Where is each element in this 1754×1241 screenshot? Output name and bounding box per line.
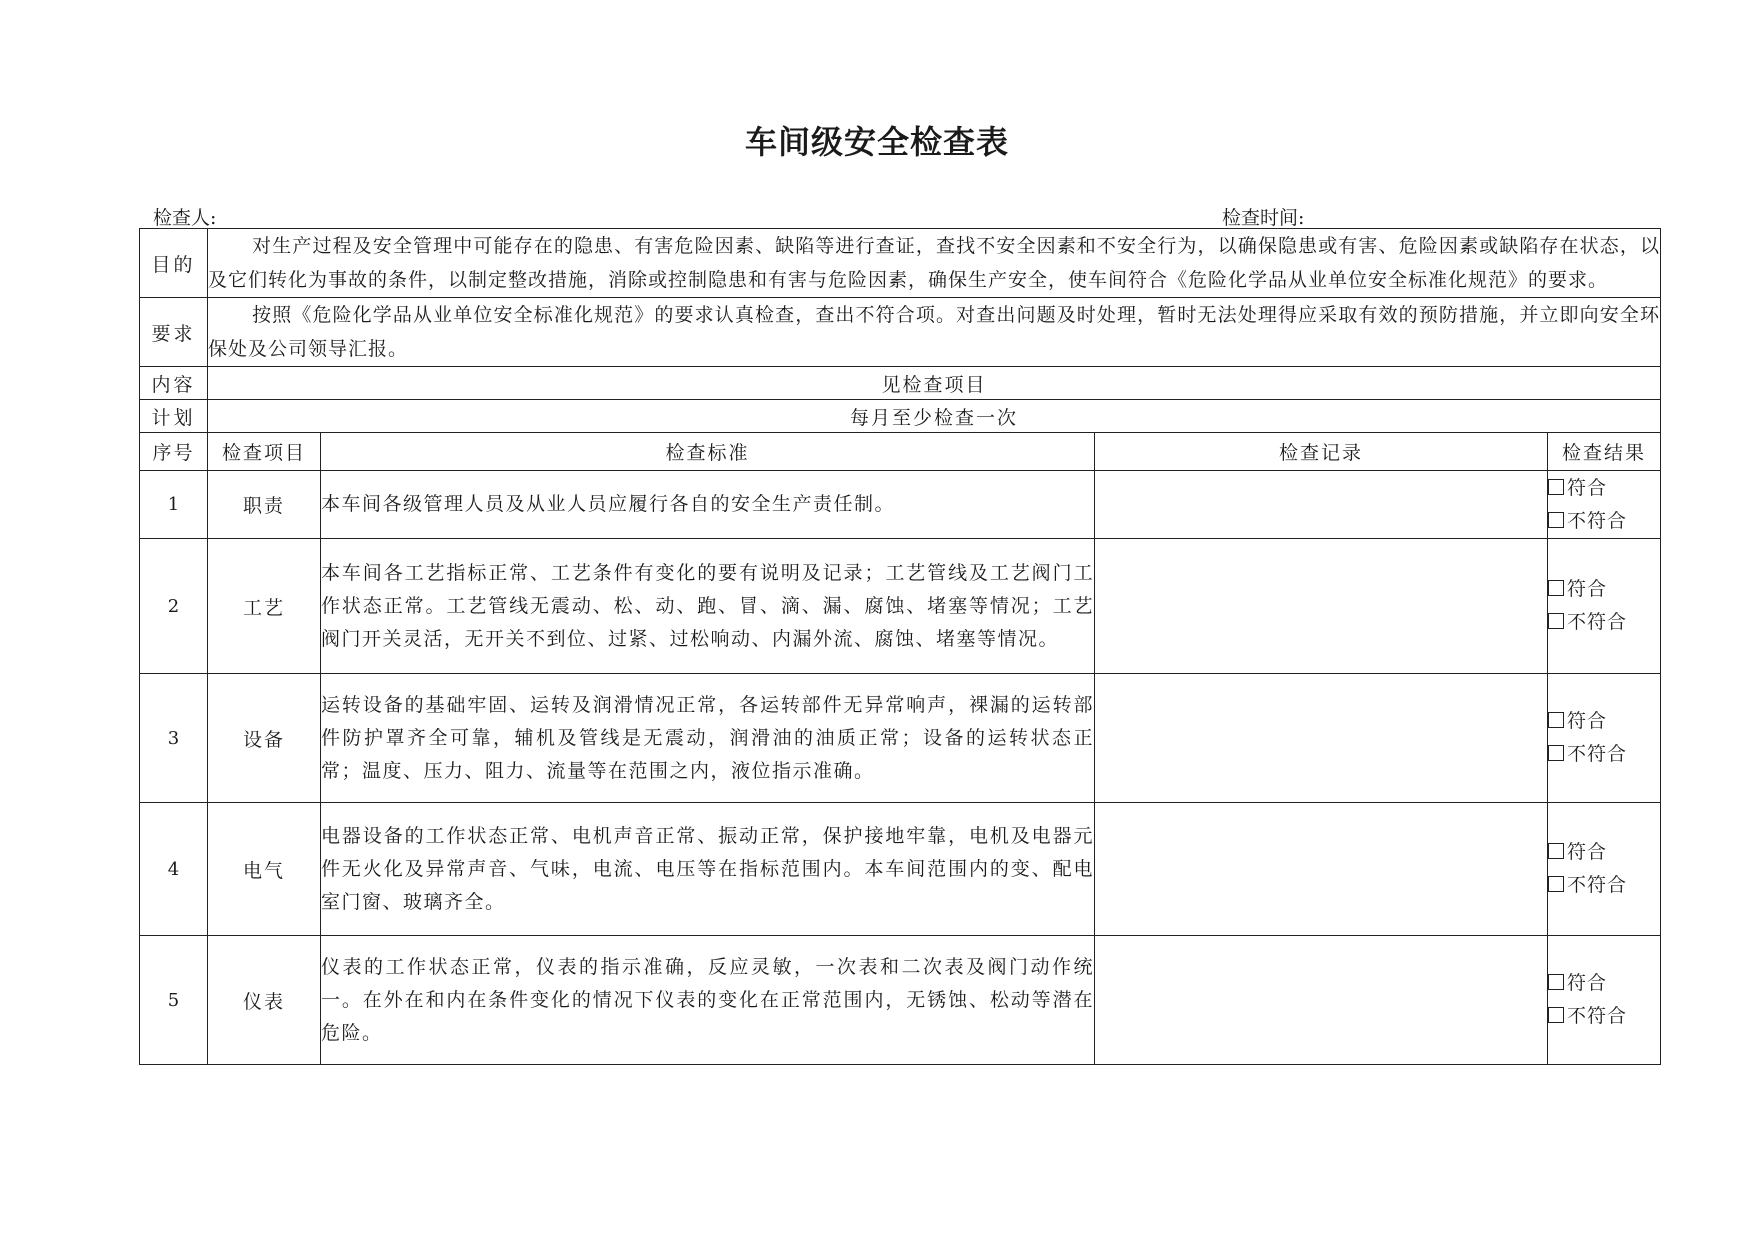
checkbox-icon[interactable] bbox=[1548, 876, 1564, 892]
row-standard: 运转设备的基础牢固、运转及润滑情况正常，各运转部件无异常响声，裸漏的运转部件防护罩齐全可靠，辅机及管线是无震动，润滑油的油质正常；设备的运转状态正常；温度、压力、阻力、流量等在范围之内，液位指示准确。 bbox=[321, 674, 1095, 803]
pass-label: 符合 bbox=[1567, 578, 1608, 600]
requirement-cell bbox=[208, 298, 1661, 367]
fail-label: 不符合 bbox=[1567, 509, 1628, 532]
fail-option[interactable] bbox=[1548, 1000, 1660, 1033]
fail-label: 不符合 bbox=[1567, 743, 1628, 765]
row-item: 工艺 bbox=[208, 539, 321, 674]
table-row bbox=[140, 803, 1661, 936]
pass-option[interactable] bbox=[1548, 967, 1660, 1000]
row-standard: 本车间各工艺指标正常、工艺条件有变化的要有说明及记录；工艺管线及工艺阀门工作状态正常。工艺管线无震动、松、动、跑、冒、滴、漏、腐蚀、堵塞等情况；工艺阀门开关灵活，无开关不到位、过紧、过松响动、内漏外流、腐蚀、堵塞等情况。 bbox=[321, 539, 1095, 674]
header-seq: 序号 bbox=[140, 433, 208, 471]
pass-label: 符合 bbox=[1567, 476, 1608, 499]
inspector-label: 检查人: bbox=[153, 207, 217, 229]
fail-label: 不符合 bbox=[1567, 1005, 1628, 1027]
inspection-time-label: 检查时间: bbox=[1222, 207, 1305, 229]
purpose-label: 目的 bbox=[140, 229, 208, 298]
plan-label: 计划 bbox=[140, 400, 208, 433]
row-standard: 本车间各级管理人员及从业人员应履行各自的安全生产责任制。 bbox=[321, 471, 1095, 539]
plan-row bbox=[140, 400, 1661, 433]
row-seq: 4 bbox=[140, 803, 208, 936]
row-seq: 3 bbox=[140, 674, 208, 803]
table-row bbox=[140, 539, 1661, 674]
pass-option[interactable] bbox=[1548, 573, 1660, 606]
content-label: 内容 bbox=[140, 367, 208, 400]
requirement-text: 按照《危险化学品从业单位安全标准化规范》的要求认真检查，查出不符合项。对查出问题及时处理，暂时无法处理得应采取有效的预防措施，并立即向安全环保处及公司领导汇报。 bbox=[208, 304, 1661, 360]
content-text: 见检查项目 bbox=[208, 367, 1661, 400]
fail-option[interactable] bbox=[1548, 606, 1660, 639]
row-item: 职责 bbox=[208, 471, 321, 539]
pass-label: 符合 bbox=[1567, 710, 1608, 732]
table-row bbox=[140, 674, 1661, 803]
checkbox-icon[interactable] bbox=[1548, 479, 1564, 495]
purpose-cell bbox=[208, 229, 1661, 298]
row-record[interactable] bbox=[1095, 674, 1548, 803]
pass-label: 符合 bbox=[1567, 841, 1608, 863]
requirement-row bbox=[140, 298, 1661, 367]
pass-option[interactable] bbox=[1548, 705, 1660, 738]
pass-label: 符合 bbox=[1567, 972, 1608, 994]
row-record[interactable] bbox=[1095, 471, 1548, 539]
row-result bbox=[1548, 936, 1661, 1065]
row-item: 电气 bbox=[208, 803, 321, 936]
page-title: 车间级安全检查表 bbox=[744, 123, 1009, 161]
purpose-text: 对生产过程及安全管理中可能存在的隐患、有害危险因素、缺陷等进行查证，查找不安全因素和不安全行为，以确保隐患或有害、危险因素或缺陷存在状态，以及它们转化为事故的条件，以制定整改措施，消除或控制隐患和有害与危险因素，确保生产安全，使车间符合《危险化学品从业单位安全标准化规范》的要求。 bbox=[208, 235, 1661, 291]
checkbox-icon[interactable] bbox=[1548, 843, 1564, 859]
fail-label: 不符合 bbox=[1567, 611, 1628, 633]
checklist-table bbox=[139, 228, 1661, 1065]
fail-option[interactable] bbox=[1548, 738, 1660, 771]
checkbox-icon[interactable] bbox=[1548, 712, 1564, 728]
row-seq: 2 bbox=[140, 539, 208, 674]
fail-option[interactable] bbox=[1548, 505, 1660, 538]
table-row bbox=[140, 471, 1661, 539]
purpose-row bbox=[140, 229, 1661, 298]
checkbox-icon[interactable] bbox=[1548, 512, 1564, 528]
row-result bbox=[1548, 803, 1661, 936]
table-row bbox=[140, 936, 1661, 1065]
header-standard: 检查标准 bbox=[321, 433, 1095, 471]
plan-text: 每月至少检查一次 bbox=[208, 400, 1661, 433]
checkbox-icon[interactable] bbox=[1548, 1007, 1564, 1023]
row-standard: 电器设备的工作状态正常、电机声音正常、振动正常，保护接地牢靠，电机及电器元件无火化及异常声音、气味，电流、电压等在指标范围内。本车间范围内的变、配电室门窗、玻璃齐全。 bbox=[321, 803, 1095, 936]
row-result bbox=[1548, 674, 1661, 803]
pass-option[interactable] bbox=[1548, 472, 1660, 505]
header-record: 检查记录 bbox=[1095, 433, 1548, 471]
checkbox-icon[interactable] bbox=[1548, 745, 1564, 761]
fail-label: 不符合 bbox=[1567, 874, 1628, 896]
content-row bbox=[140, 367, 1661, 400]
row-standard: 仪表的工作状态正常，仪表的指示准确，反应灵敏，一次表和二次表及阀门动作统一。在外在和内在条件变化的情况下仪表的变化在正常范围内，无锈蚀、松动等潜在危险。 bbox=[321, 936, 1095, 1065]
header-result: 检查结果 bbox=[1548, 433, 1661, 471]
row-result bbox=[1548, 539, 1661, 674]
checkbox-icon[interactable] bbox=[1548, 974, 1564, 990]
row-record[interactable] bbox=[1095, 803, 1548, 936]
header-item: 检查项目 bbox=[208, 433, 321, 471]
checkbox-icon[interactable] bbox=[1548, 613, 1564, 629]
row-seq: 1 bbox=[140, 471, 208, 539]
header-row bbox=[140, 433, 1661, 471]
pass-option[interactable] bbox=[1548, 836, 1660, 869]
row-record[interactable] bbox=[1095, 539, 1548, 674]
requirement-label: 要求 bbox=[140, 298, 208, 367]
row-result bbox=[1548, 471, 1661, 539]
fail-option[interactable] bbox=[1548, 869, 1660, 902]
row-item: 仪表 bbox=[208, 936, 321, 1065]
row-seq: 5 bbox=[140, 936, 208, 1065]
checkbox-icon[interactable] bbox=[1548, 580, 1564, 596]
row-item: 设备 bbox=[208, 674, 321, 803]
row-record[interactable] bbox=[1095, 936, 1548, 1065]
